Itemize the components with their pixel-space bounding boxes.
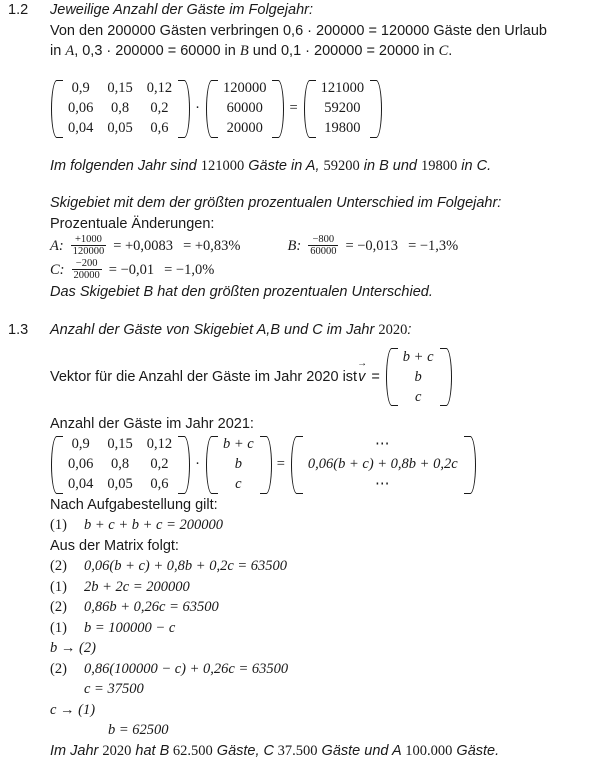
equation-body: b = 62500 bbox=[84, 720, 601, 741]
equation-row bbox=[50, 515, 601, 536]
task-1-3-year-2021-label: Anzahl der Gäste im Jahr 2021: bbox=[50, 414, 601, 435]
equation-row bbox=[50, 618, 601, 639]
vector-def-cell: b + c bbox=[396, 347, 441, 367]
matrix-1 bbox=[61, 79, 179, 139]
matrix-equation-2 bbox=[50, 435, 601, 495]
vector-out-2-row bbox=[301, 435, 465, 455]
task-1-2-subheading-italic: Skigebiet mit dem der größten prozentualen Unterschied im Folgejahr: bbox=[50, 193, 601, 214]
equation-body: b = 100000 − c bbox=[84, 618, 601, 639]
vector-out-2-cell: ⋯ bbox=[301, 435, 465, 455]
spacer-before-2021 bbox=[50, 407, 601, 414]
vector-def-left-paren bbox=[385, 347, 394, 407]
matrix-1-row bbox=[61, 79, 179, 99]
percent-c-percent: = −1,0% bbox=[159, 258, 219, 282]
percent-b-numerator: −800 bbox=[310, 234, 336, 245]
matrix-2-row bbox=[61, 475, 179, 495]
final-text-a: Im Jahr bbox=[50, 743, 102, 759]
percent-change-b bbox=[288, 234, 464, 258]
matrix-2-row bbox=[61, 435, 179, 455]
percent-b-denominator: 60000 bbox=[308, 245, 338, 257]
intro2-var-b: B bbox=[240, 43, 249, 59]
equation-body: 0,86(100000 − c) + 0,26c = 63500 bbox=[84, 659, 601, 680]
task-1-3-given-label: Nach Aufgabestellung gilt: bbox=[50, 495, 601, 516]
heading-text-a: Anzahl der Gäste von Skigebiet bbox=[50, 322, 257, 338]
matrix-2 bbox=[61, 435, 179, 495]
heading-colon: : bbox=[407, 322, 411, 338]
heading-var-3: C bbox=[312, 322, 322, 338]
percent-a-percent: = +0,83% bbox=[178, 234, 245, 258]
result-text-d: in bbox=[360, 158, 379, 174]
matrix-equation-1 bbox=[50, 79, 601, 139]
matrix-1-cell: 0,6 bbox=[140, 119, 179, 139]
task-1-2-heading: Jeweilige Anzahl der Gäste im Folgejahr: bbox=[50, 0, 601, 21]
equation-body: 0,86b + 0,26c = 63500 bbox=[84, 597, 601, 618]
matrix-2-cell: 0,9 bbox=[61, 435, 100, 455]
percent-change-row-ab bbox=[50, 234, 601, 258]
final-text-d: Gäste und bbox=[318, 743, 392, 759]
vector-out-2-row bbox=[301, 475, 465, 495]
result-text-c: , bbox=[315, 158, 323, 174]
vector-in-1 bbox=[216, 79, 274, 139]
vector-definition bbox=[396, 347, 441, 407]
matrix-2-cell: 0,8 bbox=[100, 455, 139, 475]
result-text-g: . bbox=[487, 158, 491, 174]
equation-row bbox=[50, 597, 601, 618]
percent-a-letter: A bbox=[50, 238, 59, 254]
vector-out-1-row bbox=[314, 79, 372, 99]
vector-out-1-cell: 59200 bbox=[314, 99, 372, 119]
matrix-2-row bbox=[61, 455, 179, 475]
task-1-3-matrix-follows-label: Aus der Matrix folgt: bbox=[50, 536, 601, 557]
percent-change-c-label: C: bbox=[50, 258, 65, 282]
percent-b-decimal: = −0,013 bbox=[340, 234, 403, 258]
heading-text-b: und bbox=[280, 322, 312, 338]
percent-c-denominator: 20000 bbox=[72, 269, 102, 281]
final-text-b: hat bbox=[131, 743, 159, 759]
spacer-before-subheading bbox=[50, 176, 601, 193]
vector-def-row bbox=[396, 347, 441, 367]
result-text-f: in bbox=[457, 158, 476, 174]
vector-def-cell: c bbox=[396, 387, 441, 407]
task-1-3-number: 1.3 bbox=[0, 320, 50, 340]
percent-change-a bbox=[50, 234, 246, 258]
percent-change-b-label: B: bbox=[288, 234, 302, 258]
multiply-operator-1: · bbox=[190, 100, 205, 117]
task-1-2-intro-line-2 bbox=[50, 41, 601, 62]
vector-out-2-left-paren bbox=[290, 435, 299, 495]
vector-equals: = bbox=[366, 369, 384, 385]
vector-out-2-row bbox=[301, 455, 465, 475]
vector-v-symbol: v → bbox=[357, 369, 366, 385]
vector-in-2-left-paren bbox=[205, 435, 214, 495]
percent-b-percent: = −1,3% bbox=[403, 234, 463, 258]
vector-in-2 bbox=[216, 435, 261, 495]
vector-in-2-row bbox=[216, 475, 261, 495]
vector-in-1-left-paren bbox=[205, 79, 214, 139]
vector-def-cell: b bbox=[396, 367, 441, 387]
task-1-3-final-sentence bbox=[50, 741, 601, 761]
intro2-var-c: C bbox=[439, 43, 449, 59]
percent-a-denominator: 120000 bbox=[71, 245, 107, 257]
vector-in-1-row bbox=[216, 79, 274, 99]
vector-in-1-cell: 60000 bbox=[216, 99, 274, 119]
matrix-1-cell: 0,2 bbox=[140, 99, 179, 119]
substitution-b-into-2: b → (2) bbox=[50, 638, 601, 659]
multiply-operator-2: · bbox=[190, 456, 205, 473]
vector-out-1-row bbox=[314, 119, 372, 139]
equation-tag: (1) bbox=[50, 618, 84, 639]
heading-var-2: B bbox=[270, 322, 280, 338]
spacer-between-tasks bbox=[0, 303, 601, 320]
percent-a-decimal: = +0,0083 bbox=[108, 234, 178, 258]
task-1-3 bbox=[0, 320, 601, 761]
final-number-1: 62.500 bbox=[169, 743, 213, 759]
task-1-2-body bbox=[50, 0, 601, 303]
task-1-3-body bbox=[50, 320, 601, 761]
vector-in-2-cell: c bbox=[216, 475, 261, 495]
result-number-2: 59200 bbox=[324, 158, 360, 174]
vector-out-2-right-paren bbox=[467, 435, 476, 495]
final-var-1: B bbox=[160, 743, 170, 759]
vector-out-1-left-paren bbox=[303, 79, 312, 139]
vector-out-1 bbox=[314, 79, 372, 139]
heading-var-1: A bbox=[257, 322, 267, 338]
task-1-2-number: 1.2 bbox=[0, 0, 50, 20]
equation-row bbox=[50, 577, 601, 598]
spacer-before-vector-intro bbox=[50, 340, 601, 347]
final-year: 2020 bbox=[102, 743, 131, 759]
percent-change-a-label: A: bbox=[50, 234, 64, 258]
percent-change-a-fraction bbox=[71, 234, 107, 257]
heading-comma: , bbox=[266, 322, 270, 338]
matrix-2-cell: 0,15 bbox=[100, 435, 139, 455]
heading-text-c: im Jahr bbox=[323, 322, 379, 338]
matrix-2-cell: 0,06 bbox=[61, 455, 100, 475]
result-text-b: Gäste in bbox=[244, 158, 306, 174]
heading-year: 2020 bbox=[378, 322, 407, 338]
matrix-1-cell: 0,9 bbox=[61, 79, 100, 99]
task-1-3-heading bbox=[50, 320, 601, 341]
intro2-text-c: und 0,1 · 200000 = 20000 in bbox=[249, 43, 439, 59]
result-var-1: A bbox=[306, 158, 316, 174]
vector-out-1-right-paren bbox=[373, 79, 382, 139]
equation-row-c-result bbox=[50, 679, 601, 700]
matrix-1-cell: 0,04 bbox=[61, 119, 100, 139]
result-var-2: B bbox=[379, 158, 389, 174]
percent-change-b-fraction bbox=[308, 234, 338, 257]
matrix-2-cell: 0,6 bbox=[140, 475, 179, 495]
equation-row-b-result bbox=[50, 720, 601, 741]
matrix-1-cell: 0,05 bbox=[100, 119, 139, 139]
equals-operator-2: = bbox=[272, 456, 290, 473]
final-text-c: Gäste, bbox=[213, 743, 264, 759]
vector-in-1-cell: 120000 bbox=[216, 79, 274, 99]
equation-tag: (1) bbox=[50, 515, 84, 536]
percent-c-numerator: −200 bbox=[74, 258, 100, 269]
final-var-2: C bbox=[264, 743, 274, 759]
vector-definition-line bbox=[50, 347, 601, 407]
equation-tag: (2) bbox=[50, 597, 84, 618]
equation-body: b + c + b + c = 200000 bbox=[84, 515, 601, 536]
vector-def-row bbox=[396, 387, 441, 407]
spacer-before-matrix-1 bbox=[50, 62, 601, 79]
vector-in-2-right-paren bbox=[263, 435, 272, 495]
result-number-3: 19800 bbox=[421, 158, 457, 174]
vector-in-1-row bbox=[216, 99, 274, 119]
final-text-e: Gäste. bbox=[452, 743, 499, 759]
percent-change-c-fraction bbox=[72, 258, 102, 281]
vector-out-2-cell: 0,06(b + c) + 0,8b + 0,2c bbox=[301, 455, 465, 475]
equation-tag: (2) bbox=[50, 659, 84, 680]
vector-out-1-row bbox=[314, 99, 372, 119]
intro2-text-b: , 0,3 · 200000 = 60000 in bbox=[74, 43, 240, 59]
task-1-2-result-sentence bbox=[50, 156, 601, 177]
vector-in-1-right-paren bbox=[275, 79, 284, 139]
intro2-var-a: A bbox=[65, 43, 74, 59]
equals-operator-1: = bbox=[284, 100, 302, 117]
vector-out-2-cell: ⋯ bbox=[301, 475, 465, 495]
result-number-1: 121000 bbox=[201, 158, 245, 174]
vector-in-2-row bbox=[216, 435, 261, 455]
matrix-2-right-paren bbox=[181, 435, 190, 495]
percent-change-c bbox=[50, 258, 601, 282]
matrix-1-row bbox=[61, 99, 179, 119]
percent-c-letter: C bbox=[50, 262, 60, 278]
equation-tag: (1) bbox=[50, 577, 84, 598]
percent-b-letter: B bbox=[288, 238, 297, 254]
substitution-c-into-1: c → (1) bbox=[50, 700, 601, 721]
vector-out-1-cell: 121000 bbox=[314, 79, 372, 99]
spacer-after-matrix-1 bbox=[50, 139, 601, 156]
matrix-2-cell: 0,12 bbox=[140, 435, 179, 455]
result-text-e: und bbox=[389, 158, 421, 174]
equation-body: c = 37500 bbox=[84, 679, 601, 700]
vector-out-2 bbox=[301, 435, 465, 495]
vector-def-right-paren bbox=[443, 347, 452, 407]
matrix-2-cell: 0,2 bbox=[140, 455, 179, 475]
final-var-3: A bbox=[392, 743, 402, 759]
vector-out-1-cell: 19800 bbox=[314, 119, 372, 139]
vector-def-row bbox=[396, 367, 441, 387]
result-var-3: C bbox=[477, 158, 487, 174]
equation-row bbox=[50, 556, 601, 577]
matrix-2-left-paren bbox=[50, 435, 59, 495]
vector-in-1-cell: 20000 bbox=[216, 119, 274, 139]
matrix-1-row bbox=[61, 119, 179, 139]
equation-row-substituted-1 bbox=[50, 659, 601, 680]
vector-in-2-cell: b bbox=[216, 455, 261, 475]
result-text-a: Im folgenden Jahr sind bbox=[50, 158, 201, 174]
matrix-1-cell: 0,06 bbox=[61, 99, 100, 119]
percent-c-decimal: = −0,01 bbox=[104, 258, 159, 282]
matrix-1-right-paren bbox=[181, 79, 190, 139]
vector-in-2-cell: b + c bbox=[216, 435, 261, 455]
final-number-2: 37.500 bbox=[274, 743, 318, 759]
task-1-2 bbox=[0, 0, 601, 303]
vector-intro-text: Vektor für die Anzahl der Gäste im Jahr 2020 ist bbox=[50, 369, 357, 385]
percent-a-numerator: +1000 bbox=[73, 234, 104, 245]
matrix-1-cell: 0,12 bbox=[140, 79, 179, 99]
matrix-2-cell: 0,05 bbox=[100, 475, 139, 495]
vector-in-2-row bbox=[216, 455, 261, 475]
matrix-1-cell: 0,15 bbox=[100, 79, 139, 99]
intro2-text-d: . bbox=[448, 43, 452, 59]
task-1-2-intro-line-1: Von den 200000 Gästen verbringen 0,6 · 200000 = 120000 Gäste den Urlaub bbox=[50, 21, 601, 42]
matrix-1-cell: 0,8 bbox=[100, 99, 139, 119]
equation-body: 0,06(b + c) + 0,8b + 0,2c = 63500 bbox=[84, 556, 601, 577]
equation-body: 2b + 2c = 200000 bbox=[84, 577, 601, 598]
matrix-1-left-paren bbox=[50, 79, 59, 139]
matrix-2-cell: 0,04 bbox=[61, 475, 100, 495]
task-1-2-subheading-plain: Prozentuale Änderungen: bbox=[50, 214, 601, 235]
intro2-text-a: in bbox=[50, 43, 65, 59]
task-1-2-conclusion: Das Skigebiet B hat den größten prozentualen Unterschied. bbox=[50, 282, 601, 303]
vector-in-1-row bbox=[216, 119, 274, 139]
final-number-3: 100.000 bbox=[402, 743, 453, 759]
equation-tag: (2) bbox=[50, 556, 84, 577]
